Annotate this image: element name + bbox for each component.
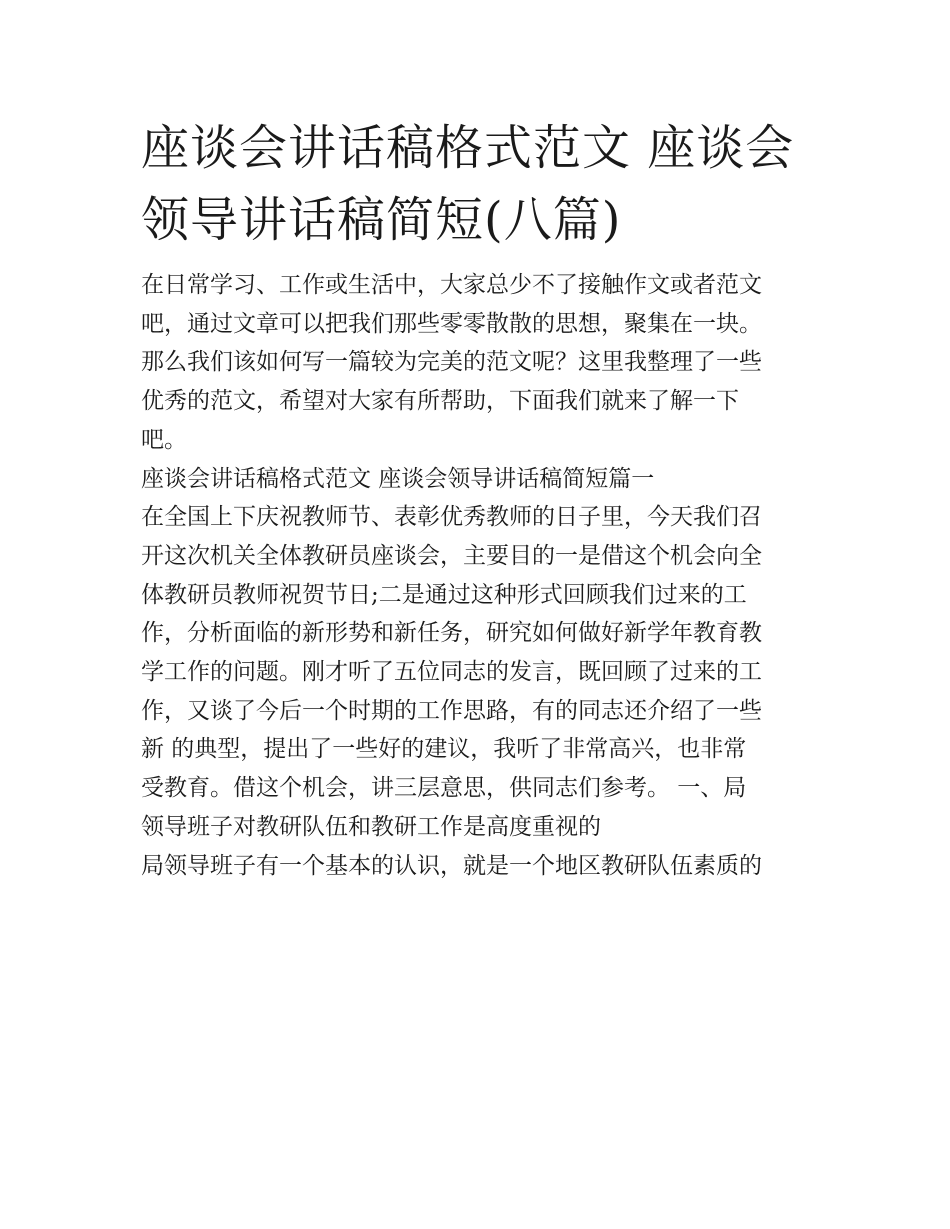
text-line: 在全国上下庆祝教师节、表彰优秀教师的日子里，今天我们召 <box>141 504 762 531</box>
text-line: 新 的典型，提出了一些好的建议，我听了非常高兴，也非常 <box>141 736 747 763</box>
text-line: 吧，通过文章可以把我们那些零零散散的思想，聚集在一块。 <box>141 310 762 337</box>
text-line: 学工作的问题。刚才听了五位同志的发言，既回顾了过来的工 <box>141 659 762 686</box>
text-line: 作，又谈了今后一个时期的工作思路，有的同志还介绍了一些 <box>141 697 762 724</box>
next-paragraph: 局领导班子有一个基本的认识，就是一个地区教研队伍素质的 <box>141 852 762 879</box>
title-line-2: 领导讲话稿简短(八篇) <box>141 192 622 248</box>
text-line: 在日常学习、工作或生活中，大家总少不了接触作文或者范文 <box>141 272 762 298</box>
text-line: 吧。 <box>141 426 187 453</box>
section-heading: 座谈会讲话稿格式范文 座谈会领导讲话稿简短篇一 <box>141 465 655 492</box>
body-paragraph <box>141 498 821 846</box>
text-line: 优秀的范文，希望对大家有所帮助，下面我们就来了解一下 <box>141 388 739 415</box>
text-line: 领导班子对教研队伍和教研工作是高度重视的 <box>141 813 601 840</box>
text-line: 开这次机关全体教研员座谈会，主要目的一是借这个机会向全 <box>141 542 762 569</box>
intro-paragraph <box>141 266 821 460</box>
title-line-1: 座谈会讲话稿格式范文 座谈会 <box>141 120 795 176</box>
text-line: 受教育。借这个机会，讲三层意思，供同志们参考。 一、局 <box>141 775 747 802</box>
document-title <box>141 112 821 256</box>
document-content <box>141 112 821 885</box>
text-line: 作，分析面临的新形势和新任务，研究如何做好新学年教育教 <box>141 620 762 647</box>
text-line: 体教研员教师祝贺节日;二是通过这种形式回顾我们过来的工 <box>141 581 747 608</box>
text-line: 那么我们该如何写一篇较为完美的范文呢？这里我整理了一些 <box>141 349 762 376</box>
